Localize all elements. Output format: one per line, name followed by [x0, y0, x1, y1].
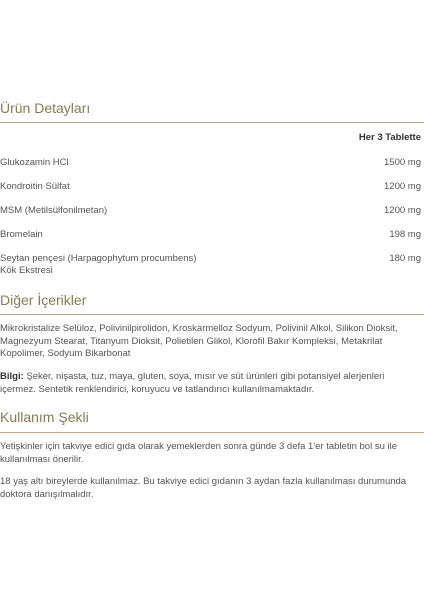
table-column-header: Her 3 Tablette — [358, 132, 421, 143]
ingredients-text: Mikrokristalize Selüloz, Polivinilpirolidon, Kroskarmelloz Sodyum, Polivinil Alkol, Silikon Dioksit, Magnezyum Stearat, Titanyum Dioksit, Polietilen Glikol, Klorofil Bakır Kompleksi, Metakrilat Kopolimer, Sodyum Bikarbonat — [0, 323, 398, 359]
info-body: Şeker, nişasta, tuz, maya, gluten, soya, mısır ve süt ürünleri gibi potansiyel alerjenleri içermez. Sentetik renklendirici, koruyucu ve tatlandırıcı kullanılmamaktadır. — [0, 371, 385, 395]
nutrient-row — [0, 229, 424, 241]
nutrient-value: 198 mg — [389, 229, 421, 240]
nutrient-value: 1200 mg — [384, 181, 421, 192]
usage-text-2: 18 yaş altı bireylerde kullanılmaz. Bu takviye edici gıdanın 3 aydan fazla kullanılması durumunda doktora danışılmalıdır. — [0, 476, 407, 500]
nutrient-value: 180 mg — [389, 253, 421, 264]
nutrient-name: Glukozamin HCl — [0, 157, 69, 168]
nutrient-value: 1500 mg — [384, 157, 421, 168]
product-details-divider — [0, 122, 424, 123]
info-text — [0, 371, 420, 396]
nutrient-row — [0, 205, 424, 217]
nutrient-row — [0, 253, 424, 277]
nutrient-name: Seytan pençesi (Harpagophytum procumbens) Kök Ekstresi — [0, 253, 197, 276]
nutrient-name: Kondroitin Sülfat — [0, 181, 70, 192]
info-label: Bilgi: — [0, 371, 24, 382]
other-ingredients-divider — [0, 314, 424, 315]
other-ingredients-title: Diğer İçerikler — [0, 292, 87, 308]
nutrient-row — [0, 157, 424, 169]
nutrient-row — [0, 181, 424, 193]
usage-divider — [0, 432, 424, 433]
nutrient-name: MSM (Metilsülfonilmetan) — [0, 205, 108, 216]
usage-title: Kullanım Şekli — [0, 409, 89, 425]
nutrient-value: 1200 mg — [384, 205, 421, 216]
nutrient-name: Bromelain — [0, 229, 43, 240]
usage-text-1: Yetişkinler için takviye edici gıda olarak yemeklerden sonra günde 3 defa 1'er tabletin bol su ile kullanılması önerilir. — [0, 441, 398, 465]
product-details-title: Ürün Detayları — [0, 100, 91, 116]
